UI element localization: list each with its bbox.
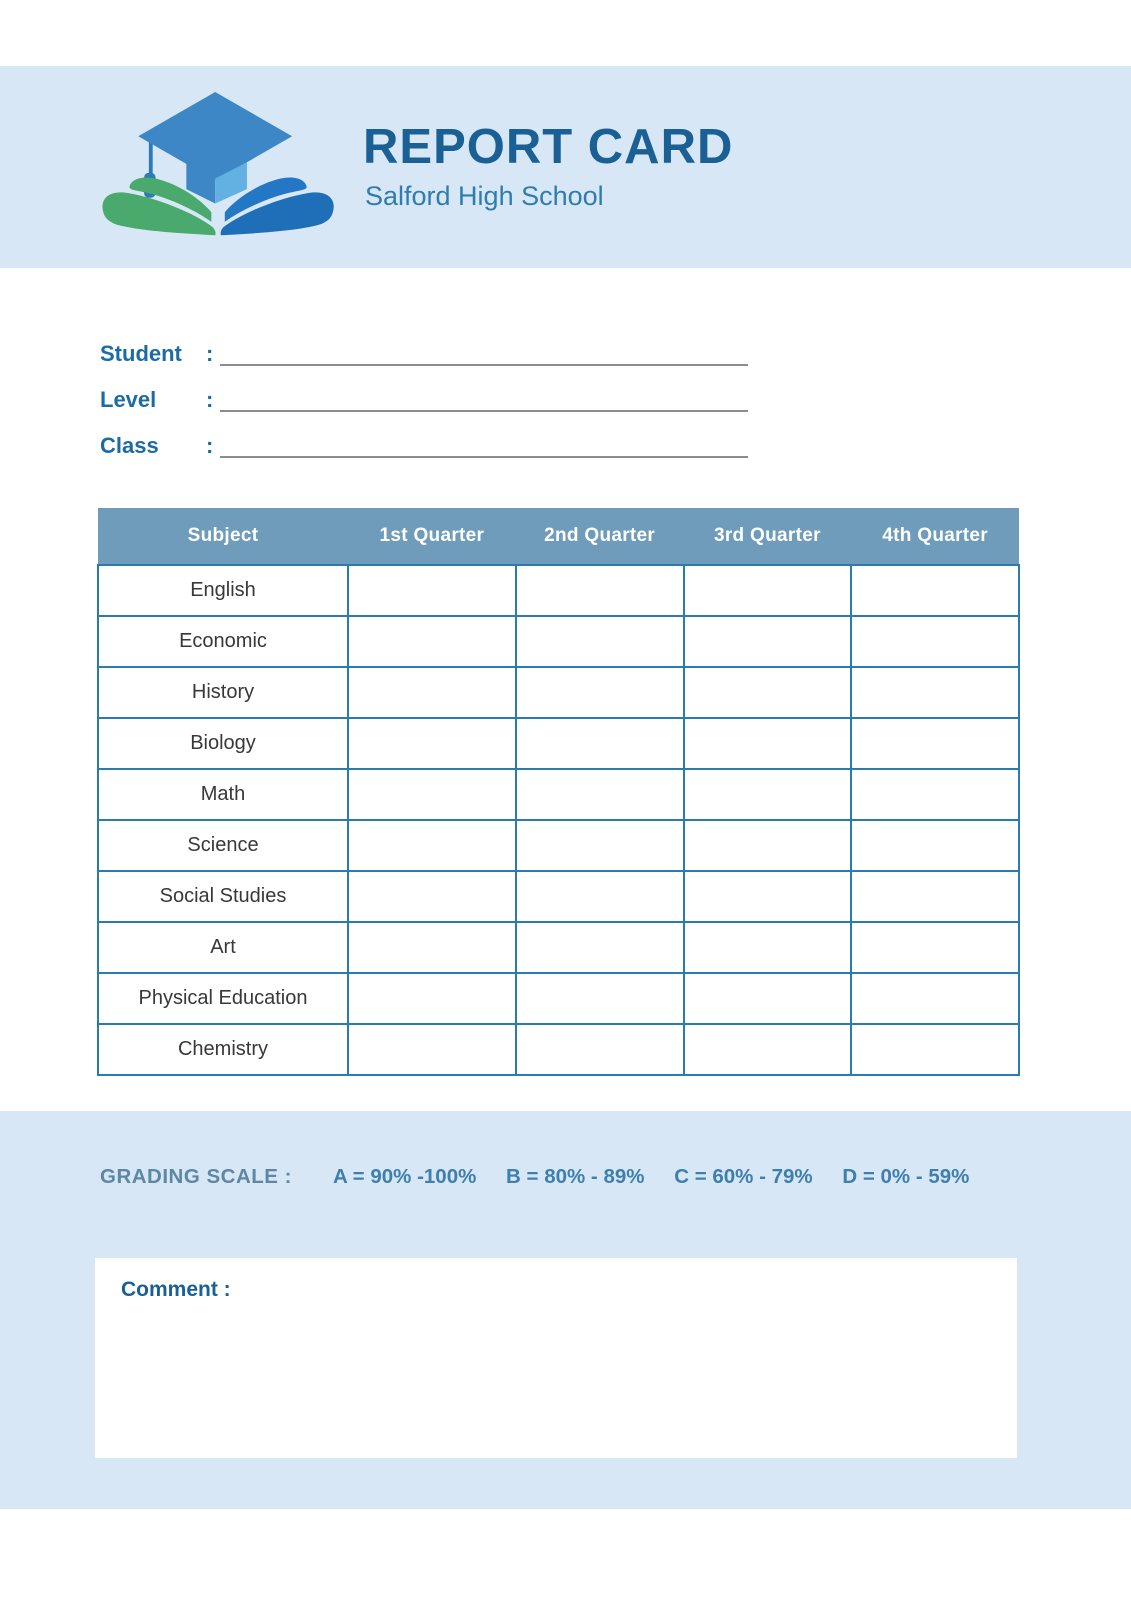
school-name: Salford High School (365, 180, 604, 211)
grade-cell[interactable] (516, 667, 684, 718)
grade-cell[interactable] (851, 718, 1019, 769)
comment-box[interactable] (95, 1258, 1017, 1458)
grade-cell[interactable] (684, 871, 852, 922)
subject-cell: History (98, 667, 348, 718)
table-row (98, 922, 1019, 973)
top-margin-strip (0, 0, 1131, 66)
column-header-q2: 2nd Quarter (516, 508, 684, 565)
column-header-q3: 3rd Quarter (684, 508, 852, 565)
grade-cell[interactable] (851, 820, 1019, 871)
grade-cell[interactable] (851, 973, 1019, 1024)
student-field-row (100, 338, 1131, 366)
subject-cell: Physical Education (98, 973, 348, 1024)
table-row (98, 667, 1019, 718)
grading-scale (0, 1111, 1131, 1189)
grade-a-range: A = 90% -100% (332, 1165, 477, 1188)
subject-cell: Math (98, 769, 348, 820)
grade-cell[interactable] (851, 1024, 1019, 1075)
student-input-line[interactable] (220, 340, 748, 366)
grade-cell[interactable] (516, 973, 684, 1024)
table-row (98, 1024, 1019, 1075)
grade-cell[interactable] (684, 616, 852, 667)
grade-cell[interactable] (516, 769, 684, 820)
grade-cell[interactable] (851, 769, 1019, 820)
grade-cell[interactable] (516, 1024, 684, 1075)
grade-cell[interactable] (348, 820, 516, 871)
grading-scale-label: GRADING SCALE : (100, 1165, 292, 1188)
table-row (98, 871, 1019, 922)
grade-cell[interactable] (348, 718, 516, 769)
grade-b-range: B = 80% - 89% (506, 1165, 645, 1188)
grade-c-range: C = 60% - 79% (674, 1165, 813, 1188)
header-band (0, 66, 1131, 268)
grade-cell[interactable] (348, 871, 516, 922)
grade-cell[interactable] (348, 769, 516, 820)
student-info-section (100, 338, 1131, 458)
class-field-row (100, 430, 1131, 458)
grade-cell[interactable] (684, 769, 852, 820)
grade-cell[interactable] (851, 922, 1019, 973)
grade-cell[interactable] (516, 565, 684, 616)
level-colon: : (206, 386, 214, 412)
table-header-row (98, 508, 1019, 565)
subject-cell: Chemistry (98, 1024, 348, 1075)
table-row (98, 973, 1019, 1024)
grade-cell[interactable] (851, 565, 1019, 616)
grade-cell[interactable] (516, 922, 684, 973)
class-input-line[interactable] (220, 432, 748, 458)
grade-cell[interactable] (348, 565, 516, 616)
table-row (98, 820, 1019, 871)
grade-cell[interactable] (348, 616, 516, 667)
level-input-line[interactable] (220, 386, 748, 412)
grade-cell[interactable] (348, 1024, 516, 1075)
grade-cell[interactable] (516, 820, 684, 871)
grade-cell[interactable] (516, 871, 684, 922)
grade-cell[interactable] (516, 718, 684, 769)
column-header-q1: 1st Quarter (348, 508, 516, 565)
grade-cell[interactable] (684, 973, 852, 1024)
subject-cell: Economic (98, 616, 348, 667)
comment-label: Comment : (121, 1278, 231, 1301)
subject-cell: Art (98, 922, 348, 973)
grade-cell[interactable] (516, 616, 684, 667)
grade-cell[interactable] (684, 565, 852, 616)
table-row (98, 769, 1019, 820)
subject-cell: Science (98, 820, 348, 871)
class-colon: : (206, 432, 214, 458)
column-header-q4: 4th Quarter (851, 508, 1019, 565)
grade-cell[interactable] (684, 718, 852, 769)
table-row (98, 616, 1019, 667)
grade-cell[interactable] (684, 667, 852, 718)
student-colon: : (206, 340, 214, 366)
grade-d-range: D = 0% - 59% (842, 1165, 970, 1188)
header-text-block (363, 122, 733, 211)
grade-cell[interactable] (684, 1024, 852, 1075)
subject-cell: Biology (98, 718, 348, 769)
grade-cell[interactable] (348, 667, 516, 718)
class-label: Class (100, 432, 159, 458)
grade-cell[interactable] (851, 667, 1019, 718)
grade-cell[interactable] (348, 973, 516, 1024)
footer-band (0, 1111, 1131, 1509)
grade-cell[interactable] (851, 871, 1019, 922)
student-label: Student (100, 340, 182, 366)
school-logo (95, 90, 345, 244)
column-header-subject: Subject (98, 508, 348, 565)
table-row (98, 565, 1019, 616)
level-label: Level (100, 386, 157, 412)
grade-cell[interactable] (851, 616, 1019, 667)
table-row (98, 718, 1019, 769)
level-field-row (100, 384, 1131, 412)
grade-cell[interactable] (684, 820, 852, 871)
subject-cell: English (98, 565, 348, 616)
grade-cell[interactable] (684, 922, 852, 973)
grade-cell[interactable] (348, 922, 516, 973)
page-title: REPORT CARD (363, 120, 734, 175)
subject-cell: Social Studies (98, 871, 348, 922)
grades-table (97, 508, 1020, 1076)
